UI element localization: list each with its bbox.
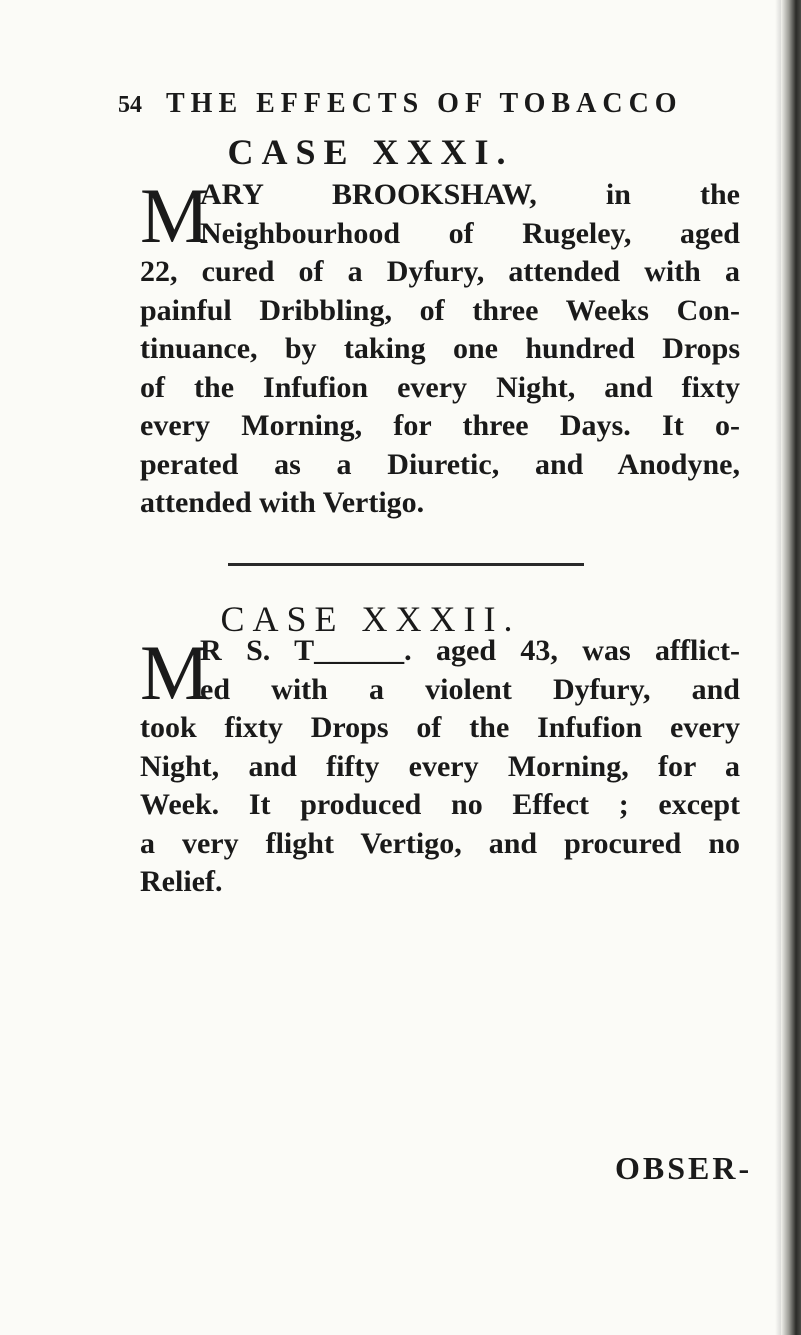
case-31-line-4: painful Dribbling, of three Weeks Con- [140,293,740,327]
case-32-line-7: Relief. [140,865,223,898]
section-divider-rule [228,563,584,566]
case-31-line-3: 22, cured of a Dyfury, attended with a [140,255,740,288]
case-32-line-6: a very flight Vertigo, and procured no [140,826,740,860]
case-31-line-6: of the Infufion every Night, and fixty [140,370,740,404]
case-31-line-5: tinuance, by taking one hundred Drops [140,332,740,365]
case-31-body [140,172,740,523]
case-32-title: CASE XXXII. [220,599,521,639]
running-head [118,88,683,120]
case-31-line-2: Neighbourhood of Rugeley, aged [200,216,740,250]
catchword: OBSER- [615,1150,753,1186]
case-32-line-3: took fixty Drops of the Infufion every [140,711,740,744]
case-32-line-2: ed with a violent Dyfury, and [200,672,740,706]
page-number: 54 [118,92,142,118]
case-31-line-8: perated as a Diuretic, and Anodyne, [140,447,740,481]
case-32-line-5: Week. It produced no Effect ; except [140,788,740,821]
running-head-title: THE EFFECTS OF TOBACCO [166,88,683,119]
case-32-body [140,629,740,902]
case-32-line-1: R S. T______. aged 43, was afflict- [200,634,740,667]
book-spine-edge [781,0,801,1335]
case-31-line-7: every Morning, for three Days. It o- [140,409,740,442]
case-31-line-1: ARY BROOKSHAW, in the [200,178,740,211]
case-31-title: CASE XXXI. [227,132,514,172]
case-31-line-9: attended with Vertigo. [140,486,425,519]
case-32-line-4: Night, and fifty every Morning, for a [140,749,740,783]
case-31-drop-initial: M [140,172,210,259]
case-32-drop-initial: M [140,629,210,716]
